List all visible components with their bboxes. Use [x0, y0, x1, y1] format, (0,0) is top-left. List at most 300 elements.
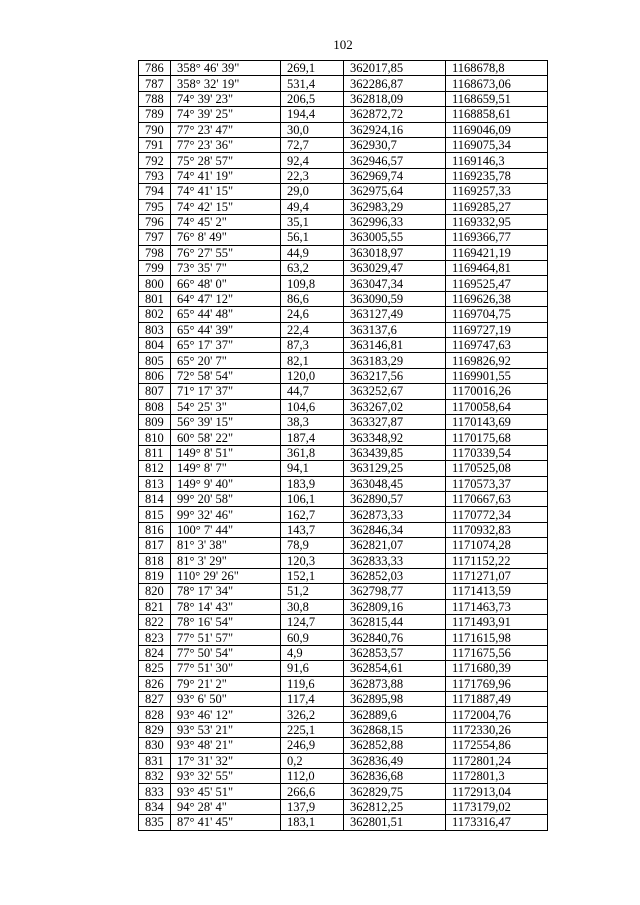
coordinates-table — [138, 60, 548, 831]
bearing-cell: 54° 25' 3" — [171, 399, 281, 414]
table-row — [139, 122, 548, 137]
x-coordinate-cell: 362809,16 — [344, 599, 446, 614]
length-cell: 124,7 — [281, 615, 344, 630]
y-coordinate-cell: 1168858,61 — [446, 107, 548, 122]
point-number-cell: 820 — [139, 584, 171, 599]
x-coordinate-cell: 363129,25 — [344, 461, 446, 476]
x-coordinate-cell: 362890,57 — [344, 491, 446, 506]
length-cell: 4,9 — [281, 645, 344, 660]
bearing-cell: 65° 17' 37" — [171, 338, 281, 353]
bearing-cell: 76° 27' 55" — [171, 245, 281, 260]
length-cell: 78,9 — [281, 538, 344, 553]
point-number-cell: 821 — [139, 599, 171, 614]
length-cell: 44,9 — [281, 245, 344, 260]
page-number: 102 — [333, 37, 353, 52]
length-cell: 137,9 — [281, 799, 344, 814]
x-coordinate-cell: 362854,61 — [344, 661, 446, 676]
point-number-cell: 807 — [139, 384, 171, 399]
y-coordinate-cell: 1169421,19 — [446, 245, 548, 260]
point-number-cell: 791 — [139, 137, 171, 152]
y-coordinate-cell: 1168659,51 — [446, 91, 548, 106]
length-cell: 225,1 — [281, 722, 344, 737]
table-row — [139, 291, 548, 306]
x-coordinate-cell: 363047,34 — [344, 276, 446, 291]
point-number-cell: 795 — [139, 199, 171, 214]
y-coordinate-cell: 1169704,75 — [446, 307, 548, 322]
x-coordinate-cell: 363267,02 — [344, 399, 446, 414]
bearing-cell: 78° 17' 34" — [171, 584, 281, 599]
bearing-cell: 66° 48' 0" — [171, 276, 281, 291]
bearing-cell: 110° 29' 26" — [171, 568, 281, 583]
table-row — [139, 553, 548, 568]
bearing-cell: 149° 9' 40" — [171, 476, 281, 491]
table-row — [139, 245, 548, 260]
bearing-cell: 74° 42' 15" — [171, 199, 281, 214]
table-row — [139, 799, 548, 814]
point-number-cell: 830 — [139, 738, 171, 753]
y-coordinate-cell: 1171074,28 — [446, 538, 548, 553]
table-body — [139, 61, 548, 831]
point-number-cell: 822 — [139, 615, 171, 630]
length-cell: 82,1 — [281, 353, 344, 368]
point-number-cell: 834 — [139, 799, 171, 814]
length-cell: 109,8 — [281, 276, 344, 291]
point-number-cell: 787 — [139, 76, 171, 91]
point-number-cell: 808 — [139, 399, 171, 414]
table-row — [139, 784, 548, 799]
bearing-cell: 78° 16' 54" — [171, 615, 281, 630]
length-cell: 162,7 — [281, 507, 344, 522]
bearing-cell: 77° 51' 30" — [171, 661, 281, 676]
point-number-cell: 802 — [139, 307, 171, 322]
length-cell: 112,0 — [281, 768, 344, 783]
bearing-cell: 93° 6' 50" — [171, 692, 281, 707]
bearing-cell: 77° 50' 54" — [171, 645, 281, 660]
table-row — [139, 584, 548, 599]
x-coordinate-cell: 363439,85 — [344, 445, 446, 460]
x-coordinate-cell: 362846,34 — [344, 522, 446, 537]
table-row — [139, 107, 548, 122]
x-coordinate-cell: 362818,09 — [344, 91, 446, 106]
length-cell: 60,9 — [281, 630, 344, 645]
length-cell: 120,3 — [281, 553, 344, 568]
bearing-cell: 93° 53' 21" — [171, 722, 281, 737]
length-cell: 143,7 — [281, 522, 344, 537]
point-number-cell: 826 — [139, 676, 171, 691]
point-number-cell: 794 — [139, 184, 171, 199]
x-coordinate-cell: 363090,59 — [344, 291, 446, 306]
x-coordinate-cell: 362798,77 — [344, 584, 446, 599]
bearing-cell: 74° 41' 19" — [171, 168, 281, 183]
bearing-cell: 64° 47' 12" — [171, 291, 281, 306]
x-coordinate-cell: 362975,64 — [344, 184, 446, 199]
table-row — [139, 615, 548, 630]
y-coordinate-cell: 1170016,26 — [446, 384, 548, 399]
x-coordinate-cell: 362946,57 — [344, 153, 446, 168]
bearing-cell: 100° 7' 44" — [171, 522, 281, 537]
y-coordinate-cell: 1170058,64 — [446, 399, 548, 414]
length-cell: 194,4 — [281, 107, 344, 122]
table-row — [139, 476, 548, 491]
point-number-cell: 797 — [139, 230, 171, 245]
table-row — [139, 507, 548, 522]
x-coordinate-cell: 362983,29 — [344, 199, 446, 214]
point-number-cell: 812 — [139, 461, 171, 476]
table-row — [139, 261, 548, 276]
x-coordinate-cell: 362872,72 — [344, 107, 446, 122]
y-coordinate-cell: 1171680,39 — [446, 661, 548, 676]
length-cell: 152,1 — [281, 568, 344, 583]
point-number-cell: 788 — [139, 91, 171, 106]
table-row — [139, 168, 548, 183]
y-coordinate-cell: 1171152,22 — [446, 553, 548, 568]
table-row — [139, 599, 548, 614]
y-coordinate-cell: 1173179,02 — [446, 799, 548, 814]
y-coordinate-cell: 1169046,09 — [446, 122, 548, 137]
table-row — [139, 768, 548, 783]
x-coordinate-cell: 363183,29 — [344, 353, 446, 368]
table-row — [139, 307, 548, 322]
table-row — [139, 276, 548, 291]
table-row — [139, 91, 548, 106]
table-row — [139, 491, 548, 506]
point-number-cell: 810 — [139, 430, 171, 445]
bearing-cell: 75° 28' 57" — [171, 153, 281, 168]
table-row — [139, 538, 548, 553]
point-number-cell: 835 — [139, 815, 171, 830]
y-coordinate-cell: 1169525,47 — [446, 276, 548, 291]
y-coordinate-cell: 1170573,37 — [446, 476, 548, 491]
y-coordinate-cell: 1169366,77 — [446, 230, 548, 245]
x-coordinate-cell: 363127,49 — [344, 307, 446, 322]
point-number-cell: 823 — [139, 630, 171, 645]
y-coordinate-cell: 1170339,54 — [446, 445, 548, 460]
table-row — [139, 676, 548, 691]
bearing-cell: 149° 8' 51" — [171, 445, 281, 460]
bearing-cell: 78° 14' 43" — [171, 599, 281, 614]
y-coordinate-cell: 1169901,55 — [446, 368, 548, 383]
y-coordinate-cell: 1171463,73 — [446, 599, 548, 614]
length-cell: 44,7 — [281, 384, 344, 399]
bearing-cell: 76° 8' 49" — [171, 230, 281, 245]
bearing-cell: 99° 20' 58" — [171, 491, 281, 506]
y-coordinate-cell: 1172801,3 — [446, 768, 548, 783]
point-number-cell: 800 — [139, 276, 171, 291]
point-number-cell: 793 — [139, 168, 171, 183]
y-coordinate-cell: 1169257,33 — [446, 184, 548, 199]
x-coordinate-cell: 362836,68 — [344, 768, 446, 783]
x-coordinate-cell: 362286,87 — [344, 76, 446, 91]
table-row — [139, 414, 548, 429]
point-number-cell: 832 — [139, 768, 171, 783]
bearing-cell: 77° 23' 47" — [171, 122, 281, 137]
table-row — [139, 707, 548, 722]
point-number-cell: 819 — [139, 568, 171, 583]
x-coordinate-cell: 362801,51 — [344, 815, 446, 830]
y-coordinate-cell: 1171493,91 — [446, 615, 548, 630]
y-coordinate-cell: 1169146,3 — [446, 153, 548, 168]
y-coordinate-cell: 1172004,76 — [446, 707, 548, 722]
x-coordinate-cell: 362840,76 — [344, 630, 446, 645]
x-coordinate-cell: 362969,74 — [344, 168, 446, 183]
x-coordinate-cell: 362829,75 — [344, 784, 446, 799]
x-coordinate-cell: 362868,15 — [344, 722, 446, 737]
x-coordinate-cell: 362924,16 — [344, 122, 446, 137]
x-coordinate-cell: 363137,6 — [344, 322, 446, 337]
x-coordinate-cell: 362833,33 — [344, 553, 446, 568]
point-number-cell: 790 — [139, 122, 171, 137]
table-row — [139, 815, 548, 830]
x-coordinate-cell: 362852,03 — [344, 568, 446, 583]
y-coordinate-cell: 1171675,56 — [446, 645, 548, 660]
point-number-cell: 831 — [139, 753, 171, 768]
point-number-cell: 814 — [139, 491, 171, 506]
x-coordinate-cell: 363327,87 — [344, 414, 446, 429]
table-row — [139, 184, 548, 199]
x-coordinate-cell: 363048,45 — [344, 476, 446, 491]
point-number-cell: 825 — [139, 661, 171, 676]
length-cell: 49,4 — [281, 199, 344, 214]
table-row — [139, 630, 548, 645]
table-row — [139, 445, 548, 460]
length-cell: 183,9 — [281, 476, 344, 491]
x-coordinate-cell: 363029,47 — [344, 261, 446, 276]
x-coordinate-cell: 362895,98 — [344, 692, 446, 707]
point-number-cell: 824 — [139, 645, 171, 660]
table-row — [139, 568, 548, 583]
length-cell: 187,4 — [281, 430, 344, 445]
y-coordinate-cell: 1170932,83 — [446, 522, 548, 537]
bearing-cell: 74° 41' 15" — [171, 184, 281, 199]
y-coordinate-cell: 1172330,26 — [446, 722, 548, 737]
y-coordinate-cell: 1169285,27 — [446, 199, 548, 214]
x-coordinate-cell: 362889,6 — [344, 707, 446, 722]
point-number-cell: 805 — [139, 353, 171, 368]
y-coordinate-cell: 1171769,96 — [446, 676, 548, 691]
y-coordinate-cell: 1169626,38 — [446, 291, 548, 306]
point-number-cell: 804 — [139, 338, 171, 353]
bearing-cell: 77° 51' 57" — [171, 630, 281, 645]
bearing-cell: 71° 17' 37" — [171, 384, 281, 399]
table-row — [139, 61, 548, 76]
bearing-cell: 87° 41' 45" — [171, 815, 281, 830]
table-row — [139, 753, 548, 768]
x-coordinate-cell: 362853,57 — [344, 645, 446, 660]
y-coordinate-cell: 1170175,68 — [446, 430, 548, 445]
table-row — [139, 76, 548, 91]
bearing-cell: 149° 8' 7" — [171, 461, 281, 476]
bearing-cell: 65° 44' 39" — [171, 322, 281, 337]
bearing-cell: 74° 39' 23" — [171, 91, 281, 106]
point-number-cell: 827 — [139, 692, 171, 707]
bearing-cell: 73° 35' 7" — [171, 261, 281, 276]
point-number-cell: 813 — [139, 476, 171, 491]
length-cell: 104,6 — [281, 399, 344, 414]
bearing-cell: 65° 20' 7" — [171, 353, 281, 368]
length-cell: 246,9 — [281, 738, 344, 753]
table-row — [139, 199, 548, 214]
length-cell: 120,0 — [281, 368, 344, 383]
bearing-cell: 93° 46' 12" — [171, 707, 281, 722]
y-coordinate-cell: 1168678,8 — [446, 61, 548, 76]
length-cell: 63,2 — [281, 261, 344, 276]
x-coordinate-cell: 362873,88 — [344, 676, 446, 691]
x-coordinate-cell: 363018,97 — [344, 245, 446, 260]
table-row — [139, 153, 548, 168]
point-number-cell: 811 — [139, 445, 171, 460]
point-number-cell: 817 — [139, 538, 171, 553]
x-coordinate-cell: 362812,25 — [344, 799, 446, 814]
length-cell: 35,1 — [281, 214, 344, 229]
point-number-cell: 815 — [139, 507, 171, 522]
table-row — [139, 338, 548, 353]
bearing-cell: 358° 46' 39" — [171, 61, 281, 76]
y-coordinate-cell: 1172801,24 — [446, 753, 548, 768]
point-number-cell: 818 — [139, 553, 171, 568]
table-row — [139, 645, 548, 660]
x-coordinate-cell: 362996,33 — [344, 214, 446, 229]
bearing-cell: 79° 21' 2" — [171, 676, 281, 691]
x-coordinate-cell: 362836,49 — [344, 753, 446, 768]
bearing-cell: 81° 3' 38" — [171, 538, 281, 553]
point-number-cell: 801 — [139, 291, 171, 306]
bearing-cell: 93° 45' 51" — [171, 784, 281, 799]
length-cell: 38,3 — [281, 414, 344, 429]
length-cell: 183,1 — [281, 815, 344, 830]
y-coordinate-cell: 1168673,06 — [446, 76, 548, 91]
table-row — [139, 368, 548, 383]
length-cell: 361,8 — [281, 445, 344, 460]
point-number-cell: 792 — [139, 153, 171, 168]
bearing-cell: 93° 48' 21" — [171, 738, 281, 753]
x-coordinate-cell: 362852,88 — [344, 738, 446, 753]
point-number-cell: 816 — [139, 522, 171, 537]
point-number-cell: 789 — [139, 107, 171, 122]
length-cell: 531,4 — [281, 76, 344, 91]
y-coordinate-cell: 1171887,49 — [446, 692, 548, 707]
bearing-cell: 17° 31' 32" — [171, 753, 281, 768]
length-cell: 92,4 — [281, 153, 344, 168]
point-number-cell: 799 — [139, 261, 171, 276]
point-number-cell: 828 — [139, 707, 171, 722]
length-cell: 22,3 — [281, 168, 344, 183]
x-coordinate-cell: 362815,44 — [344, 615, 446, 630]
point-number-cell: 809 — [139, 414, 171, 429]
length-cell: 56,1 — [281, 230, 344, 245]
table-row — [139, 322, 548, 337]
x-coordinate-cell: 363146,81 — [344, 338, 446, 353]
y-coordinate-cell: 1169747,63 — [446, 338, 548, 353]
bearing-cell: 81° 3' 29" — [171, 553, 281, 568]
bearing-cell: 60° 58' 22" — [171, 430, 281, 445]
table-row — [139, 137, 548, 152]
bearing-cell: 74° 45' 2" — [171, 214, 281, 229]
length-cell: 22,4 — [281, 322, 344, 337]
table-row — [139, 722, 548, 737]
bearing-cell: 77° 23' 36" — [171, 137, 281, 152]
bearing-cell: 56° 39' 15" — [171, 414, 281, 429]
x-coordinate-cell: 362017,85 — [344, 61, 446, 76]
x-coordinate-cell: 363348,92 — [344, 430, 446, 445]
y-coordinate-cell: 1173316,47 — [446, 815, 548, 830]
length-cell: 326,2 — [281, 707, 344, 722]
point-number-cell: 798 — [139, 245, 171, 260]
length-cell: 119,6 — [281, 676, 344, 691]
bearing-cell: 74° 39' 25" — [171, 107, 281, 122]
length-cell: 29,0 — [281, 184, 344, 199]
table-row — [139, 230, 548, 245]
y-coordinate-cell: 1170143,69 — [446, 414, 548, 429]
y-coordinate-cell: 1171413,59 — [446, 584, 548, 599]
point-number-cell: 829 — [139, 722, 171, 737]
length-cell: 51,2 — [281, 584, 344, 599]
x-coordinate-cell: 362821,07 — [344, 538, 446, 553]
length-cell: 91,6 — [281, 661, 344, 676]
y-coordinate-cell: 1172554,86 — [446, 738, 548, 753]
point-number-cell: 786 — [139, 61, 171, 76]
table-row — [139, 661, 548, 676]
table-row — [139, 399, 548, 414]
y-coordinate-cell: 1170772,34 — [446, 507, 548, 522]
length-cell: 72,7 — [281, 137, 344, 152]
bearing-cell: 94° 28' 4" — [171, 799, 281, 814]
bearing-cell: 358° 32' 19" — [171, 76, 281, 91]
length-cell: 269,1 — [281, 61, 344, 76]
y-coordinate-cell: 1171271,07 — [446, 568, 548, 583]
length-cell: 30,0 — [281, 122, 344, 137]
length-cell: 86,6 — [281, 291, 344, 306]
bearing-cell: 65° 44' 48" — [171, 307, 281, 322]
length-cell: 106,1 — [281, 491, 344, 506]
length-cell: 94,1 — [281, 461, 344, 476]
length-cell: 266,6 — [281, 784, 344, 799]
bearing-cell: 93° 32' 55" — [171, 768, 281, 783]
length-cell: 0,2 — [281, 753, 344, 768]
x-coordinate-cell: 362930,7 — [344, 137, 446, 152]
y-coordinate-cell: 1171615,98 — [446, 630, 548, 645]
table-row — [139, 461, 548, 476]
bearing-cell: 72° 58' 54" — [171, 368, 281, 383]
table-row — [139, 522, 548, 537]
point-number-cell: 806 — [139, 368, 171, 383]
y-coordinate-cell: 1169826,92 — [446, 353, 548, 368]
point-number-cell: 803 — [139, 322, 171, 337]
x-coordinate-cell: 363252,67 — [344, 384, 446, 399]
y-coordinate-cell: 1169332,95 — [446, 214, 548, 229]
table-row — [139, 353, 548, 368]
x-coordinate-cell: 363217,56 — [344, 368, 446, 383]
y-coordinate-cell: 1170525,08 — [446, 461, 548, 476]
length-cell: 24,6 — [281, 307, 344, 322]
y-coordinate-cell: 1169235,78 — [446, 168, 548, 183]
y-coordinate-cell: 1169727,19 — [446, 322, 548, 337]
x-coordinate-cell: 362873,33 — [344, 507, 446, 522]
length-cell: 117,4 — [281, 692, 344, 707]
table-row — [139, 692, 548, 707]
table-row — [139, 430, 548, 445]
y-coordinate-cell: 1169075,34 — [446, 137, 548, 152]
bearing-cell: 99° 32' 46" — [171, 507, 281, 522]
table-row — [139, 384, 548, 399]
point-number-cell: 833 — [139, 784, 171, 799]
point-number-cell: 796 — [139, 214, 171, 229]
length-cell: 87,3 — [281, 338, 344, 353]
x-coordinate-cell: 363005,55 — [344, 230, 446, 245]
table-row — [139, 738, 548, 753]
length-cell: 206,5 — [281, 91, 344, 106]
y-coordinate-cell: 1170667,63 — [446, 491, 548, 506]
y-coordinate-cell: 1169464,81 — [446, 261, 548, 276]
